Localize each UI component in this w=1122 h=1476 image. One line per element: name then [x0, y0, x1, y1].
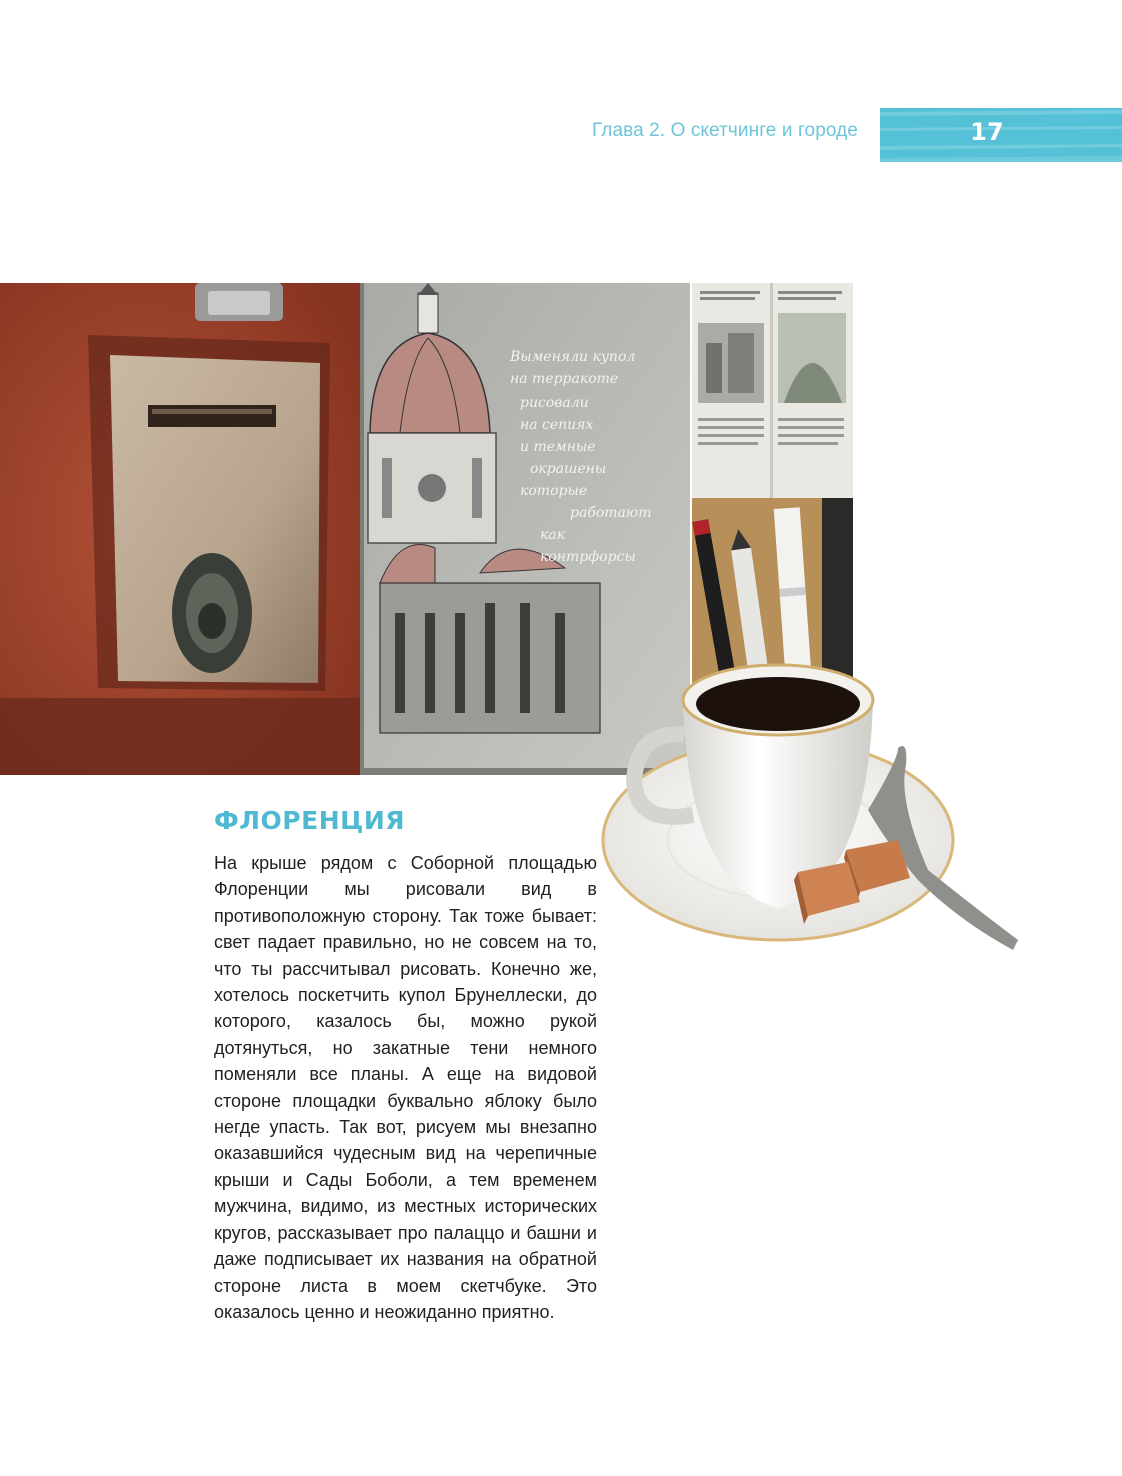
article-body [214, 850, 597, 1325]
sketch-note-line: которые [520, 483, 588, 499]
sketch-note-line: работают [570, 505, 652, 521]
sketch-note-line: на терракоте [510, 371, 619, 387]
page-number: 17 [970, 118, 1004, 146]
sketch-note-line: на сепиях [520, 417, 594, 433]
sketch-note-line: Выменяли купол [510, 349, 636, 365]
coffee-cup-photo [598, 640, 1028, 960]
wall-photo [0, 283, 360, 775]
chapter-header: Глава 2. О скетчинге и городе [591, 120, 858, 141]
article-paragraph: На крыше рядом с Соборной площадью Флоренции мы рисовали вид в противоположную сторону. Так тоже бывает: свет падает правильно, но не совсем на то, что ты рассчитывал рисовать. Конечно же, хотелось поскетчить купол Брунеллески, до которого, казалось бы, можно рукой дотянуться, но закатные тени немного поменяли все планы. А еще на видовой стороне площадки буквально яблоку было негде упасть. Так вот, рисуем мы внезапно оказавшийся чудесным вид на черепичные крыши и Сады Боболи, а тем временем мужчина, видимо, из местных исторических кругов, рассказывает про палаццо и башни и даже подписывает их названия на обратной стороне листа в моем скетчбуке. Это оказалось ценно и неожиданно приятно. [214, 853, 597, 1322]
sketch-note-line: как [540, 527, 566, 543]
sketch-note-line: и темные [520, 439, 596, 455]
section-title: ФЛОРЕНЦИЯ [214, 806, 405, 835]
sketch-note-line: контрфорсы [540, 549, 636, 565]
sketch-note-line: окрашены [530, 461, 607, 477]
book-photo [692, 283, 853, 498]
sketch-note-line: рисовали [520, 395, 589, 411]
